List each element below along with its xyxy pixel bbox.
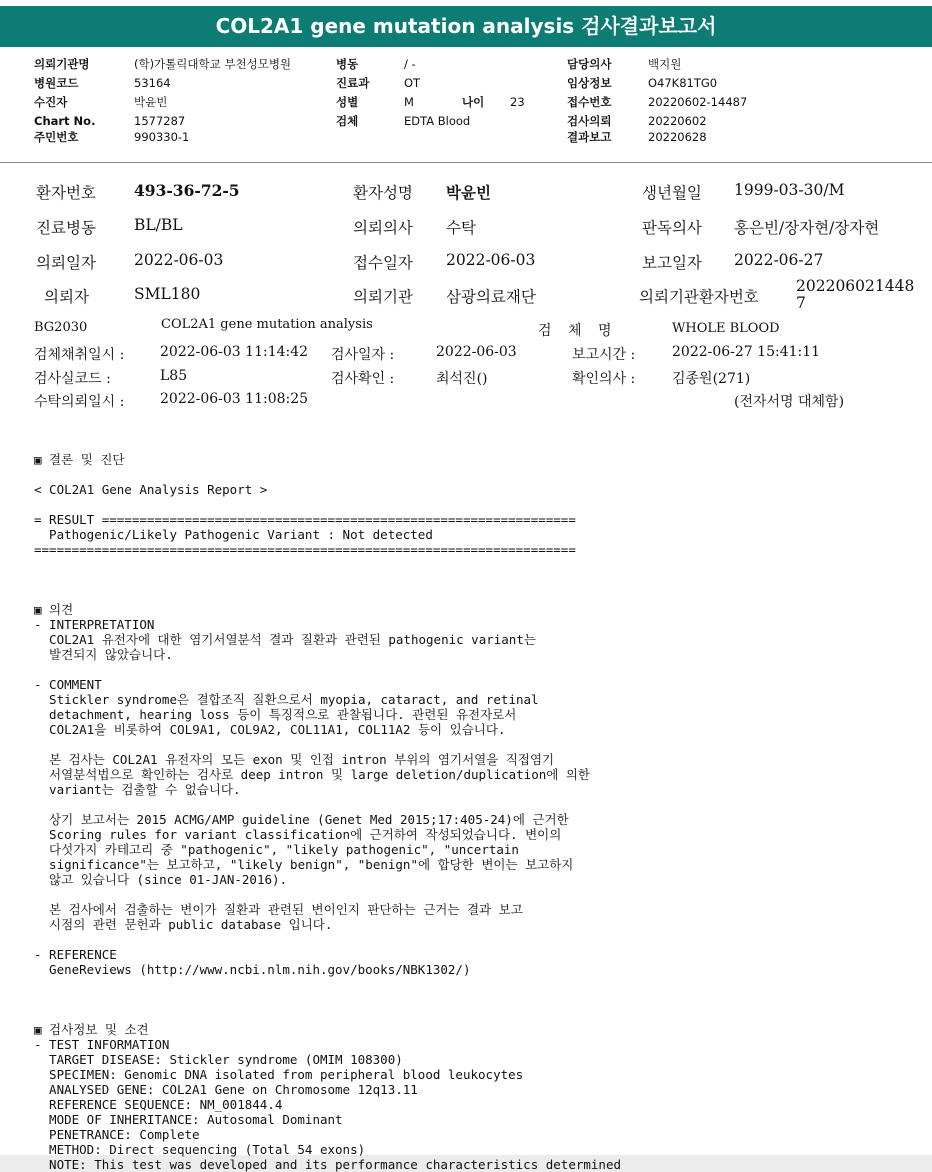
header-label: 수진자 [34, 95, 68, 109]
test-date: 2022-06-03 [436, 344, 517, 360]
recv-date-label: 접수일자 [353, 254, 413, 272]
req-doctor-label: 의뢰의사 [353, 219, 413, 237]
recv-date: 2022-06-03 [446, 251, 536, 269]
report-line [34, 557, 621, 572]
report-line: NOTE: This test was developed and its performance characteristics determined [34, 1157, 621, 1172]
org-patient-no-label: 의뢰기관환자번호 [639, 288, 759, 306]
header-label: 임상정보 [567, 76, 612, 90]
report-line: 발견되지 않았습니다. [34, 647, 173, 662]
header-row [34, 74, 291, 93]
specimen-label: 검 체 명 [538, 323, 618, 339]
specimen: WHOLE BLOOD [672, 321, 780, 336]
report-line: 본 검사에서 검출하는 변이가 질환과 관련된 변이인지 판단하는 근거는 결과 보고 [34, 902, 523, 917]
test-name: COL2A1 gene mutation analysis [161, 317, 373, 332]
age-label: 나이 [462, 95, 485, 109]
header-label: 진료과 [336, 76, 370, 90]
report-line: 서열분석법으로 확인하는 검사로 deep intron 및 large deletion/duplication에 의한 [34, 767, 591, 782]
report-line: Scoring rules for variant classification에 근거하여 작성되었습니다. 변이의 [34, 827, 562, 842]
dob: 1999-03-30/M [734, 181, 845, 199]
confirm-doc: 김종원(271) [672, 371, 751, 387]
report-line: Pathogenic/Likely Pathogenic Variant : Not detected [34, 527, 433, 542]
header-value: 1577287 [134, 114, 186, 128]
report-line: Stickler syndrome은 결합조직 질환으로서 myopia, cataract, and retinal [34, 692, 539, 707]
header-value: 20220628 [648, 130, 707, 144]
report-line [34, 497, 621, 512]
reading-doctor: 홍은빈/장자현/장자현 [734, 219, 880, 237]
header-row [34, 128, 291, 147]
esign-note: (전자서명 대체함) [734, 394, 845, 410]
header-value: 박윤빈 [134, 95, 168, 109]
report-line: - TEST INFORMATION [34, 1037, 170, 1052]
report-line: GeneReviews (http://www.ncbi.nlm.nih.gov/books/NBK1302/) [34, 962, 471, 977]
section-heading: ▣ 결론 및 진단 [34, 452, 125, 467]
age-value: 23 [510, 95, 525, 109]
consign-label: 수탁의뢰일시 : [34, 394, 125, 410]
header-row [567, 55, 747, 74]
patient-name-label: 환자성명 [353, 184, 413, 202]
header-divider [0, 162, 932, 163]
report-line: REFERENCE SEQUENCE: NM_001844.4 [34, 1097, 283, 1112]
test-code: BG2030 [34, 320, 88, 335]
report-line [34, 587, 621, 602]
report-line: 않고 있습니다 (since 01-JAN-2016). [34, 872, 288, 887]
report-line [34, 467, 621, 482]
dob-label: 생년월일 [642, 184, 702, 202]
header-label: 병동 [336, 57, 359, 71]
report-body [34, 452, 621, 1172]
report-line: METHOD: Direct sequencing (Total 54 exons) [34, 1142, 366, 1157]
report-line: ANALYSED GENE: COL2A1 Gene on Chromosome 12q13.11 [34, 1082, 418, 1097]
report-line [34, 932, 621, 947]
report-line [34, 737, 621, 752]
report-title: COL2A1 gene mutation analysis 검사결과보고서 [0, 6, 932, 47]
report-line [34, 1007, 621, 1022]
header-row [567, 128, 747, 147]
report-line: MODE OF INHERITANCE: Autosomal Dominant [34, 1112, 343, 1127]
report-line: COL2A1을 비롯하여 COL9A1, COL9A2, COL11A1, COL11A2 등이 있습니다. [34, 722, 506, 737]
header-row [34, 93, 291, 112]
req-org-label: 의뢰기관 [353, 288, 413, 306]
header-column-3 [567, 55, 747, 147]
report-line: 다섯가지 카테고리 중 "pathogenic", "likely pathogenic", "uncertain [34, 842, 519, 857]
report-line [34, 887, 621, 902]
report-line: ======================================================================== [34, 542, 576, 557]
report-date-label: 보고일자 [642, 254, 702, 272]
req-doctor: 수탁 [446, 219, 476, 237]
header-label: 검체 [336, 114, 359, 128]
header-label: 의뢰기관명 [34, 57, 90, 71]
header-value: 20220602-14487 [648, 95, 748, 109]
header-label: 결과보고 [567, 130, 612, 144]
header-label: 병원코드 [34, 76, 79, 90]
report-line: 상기 보고서는 2015 ACMG/AMP guideline (Genet Med 2015;17:405-24)에 근거한 [34, 812, 569, 827]
report-line: 시점의 관련 문헌과 public database 입니다. [34, 917, 333, 932]
header-label: 주민번호 [34, 130, 79, 144]
confirm-doc-label: 확인의사 : [572, 371, 636, 387]
req-date-label: 의뢰일자 [36, 254, 96, 272]
report-line: detachment, hearing loss 등이 특징적으로 관찰됩니다. 관련된 유전자로서 [34, 707, 517, 722]
req-org: 삼광의료재단 [446, 288, 536, 306]
header-value: 20220602 [648, 114, 707, 128]
report-line: = RESULT =============================================================== [34, 512, 576, 527]
header-column-2 [336, 55, 525, 131]
req-date: 2022-06-03 [134, 251, 224, 269]
header-value: O47K81TG0 [648, 76, 718, 90]
ward: BL/BL [134, 216, 183, 234]
report-line: 본 검사는 COL2A1 유전자의 모든 exon 및 인접 intron 부위의 염기서열을 직접염기 [34, 752, 555, 767]
header-row [336, 93, 525, 112]
confirm-label: 검사확인 : [331, 371, 395, 387]
header-value: 백지원 [648, 57, 682, 71]
header-row [567, 93, 747, 112]
room-label: 검사실코드 : [34, 371, 111, 387]
patient-no: 493-36-72-5 [134, 181, 240, 200]
header-value: / - [404, 57, 416, 71]
report-line: < COL2A1 Gene Analysis Report > [34, 482, 268, 497]
report-date: 2022-06-27 [734, 251, 824, 269]
header-value: (학)가톨릭대학교 부천성모병원 [134, 57, 292, 71]
report-line: - COMMENT [34, 677, 102, 692]
report-line: - REFERENCE [34, 947, 117, 962]
requester-label: 의뢰자 [44, 288, 89, 306]
consign: 2022-06-03 11:08:25 [160, 391, 309, 407]
room: L85 [160, 368, 188, 384]
report-line: - INTERPRETATION [34, 617, 155, 632]
report-line [34, 662, 621, 677]
org-patient-no-cont: 7 [796, 294, 806, 312]
report-line: significance"는 보고하고, "likely benign", "benign"에 합당한 변이는 보고하지 [34, 857, 574, 872]
header-value: EDTA Blood [404, 114, 471, 128]
report-line [34, 992, 621, 1007]
header-row [336, 74, 525, 93]
header-value: 53164 [134, 76, 171, 90]
patient-no-label: 환자번호 [36, 184, 96, 202]
header-row [336, 112, 525, 131]
header-value: M [404, 95, 414, 109]
test-date-label: 검사일자 : [331, 347, 395, 363]
header-label: 담당의사 [567, 57, 612, 71]
report-line: TARGET DISEASE: Stickler syndrome (OMIM 108300) [34, 1052, 403, 1067]
report-line: PENETRANCE: Complete [34, 1127, 200, 1142]
header-value: OT [404, 76, 421, 90]
report-time: 2022-06-27 15:41:11 [672, 344, 821, 360]
header-label: 성별 [336, 95, 359, 109]
report-line: SPECIMEN: Genomic DNA isolated from peripheral blood leukocytes [34, 1067, 524, 1082]
header-value: 990330-1 [134, 130, 190, 144]
header-row [567, 74, 747, 93]
report-line [34, 797, 621, 812]
header-label: Chart No. [34, 114, 96, 128]
section-heading: ▣ 의견 [34, 602, 74, 617]
patient-name: 박윤빈 [446, 183, 491, 202]
confirm: 최석진() [436, 371, 488, 387]
report-line: COL2A1 유전자에 대한 염기서열분석 결과 질환과 관련된 pathogenic variant는 [34, 632, 536, 647]
header-row [34, 55, 291, 74]
collect: 2022-06-03 11:14:42 [160, 344, 309, 360]
report-line [34, 977, 621, 992]
report-time-label: 보고시간 : [572, 347, 636, 363]
collect-label: 검체채취일시 : [34, 347, 125, 363]
header-label: 검사의뢰 [567, 114, 612, 128]
header-label: 접수번호 [567, 95, 612, 109]
requester: SML180 [134, 285, 201, 303]
header-row [336, 55, 525, 74]
report-line: variant는 검출할 수 없습니다. [34, 782, 241, 797]
ward-label: 진료병동 [36, 219, 96, 237]
report-line [34, 572, 621, 587]
section-heading: ▣ 검사정보 및 소견 [34, 1022, 149, 1037]
org-patient-no: 202206021448 [796, 277, 915, 295]
reading-doctor-label: 판독의사 [642, 219, 702, 237]
header-column-1 [34, 55, 291, 147]
